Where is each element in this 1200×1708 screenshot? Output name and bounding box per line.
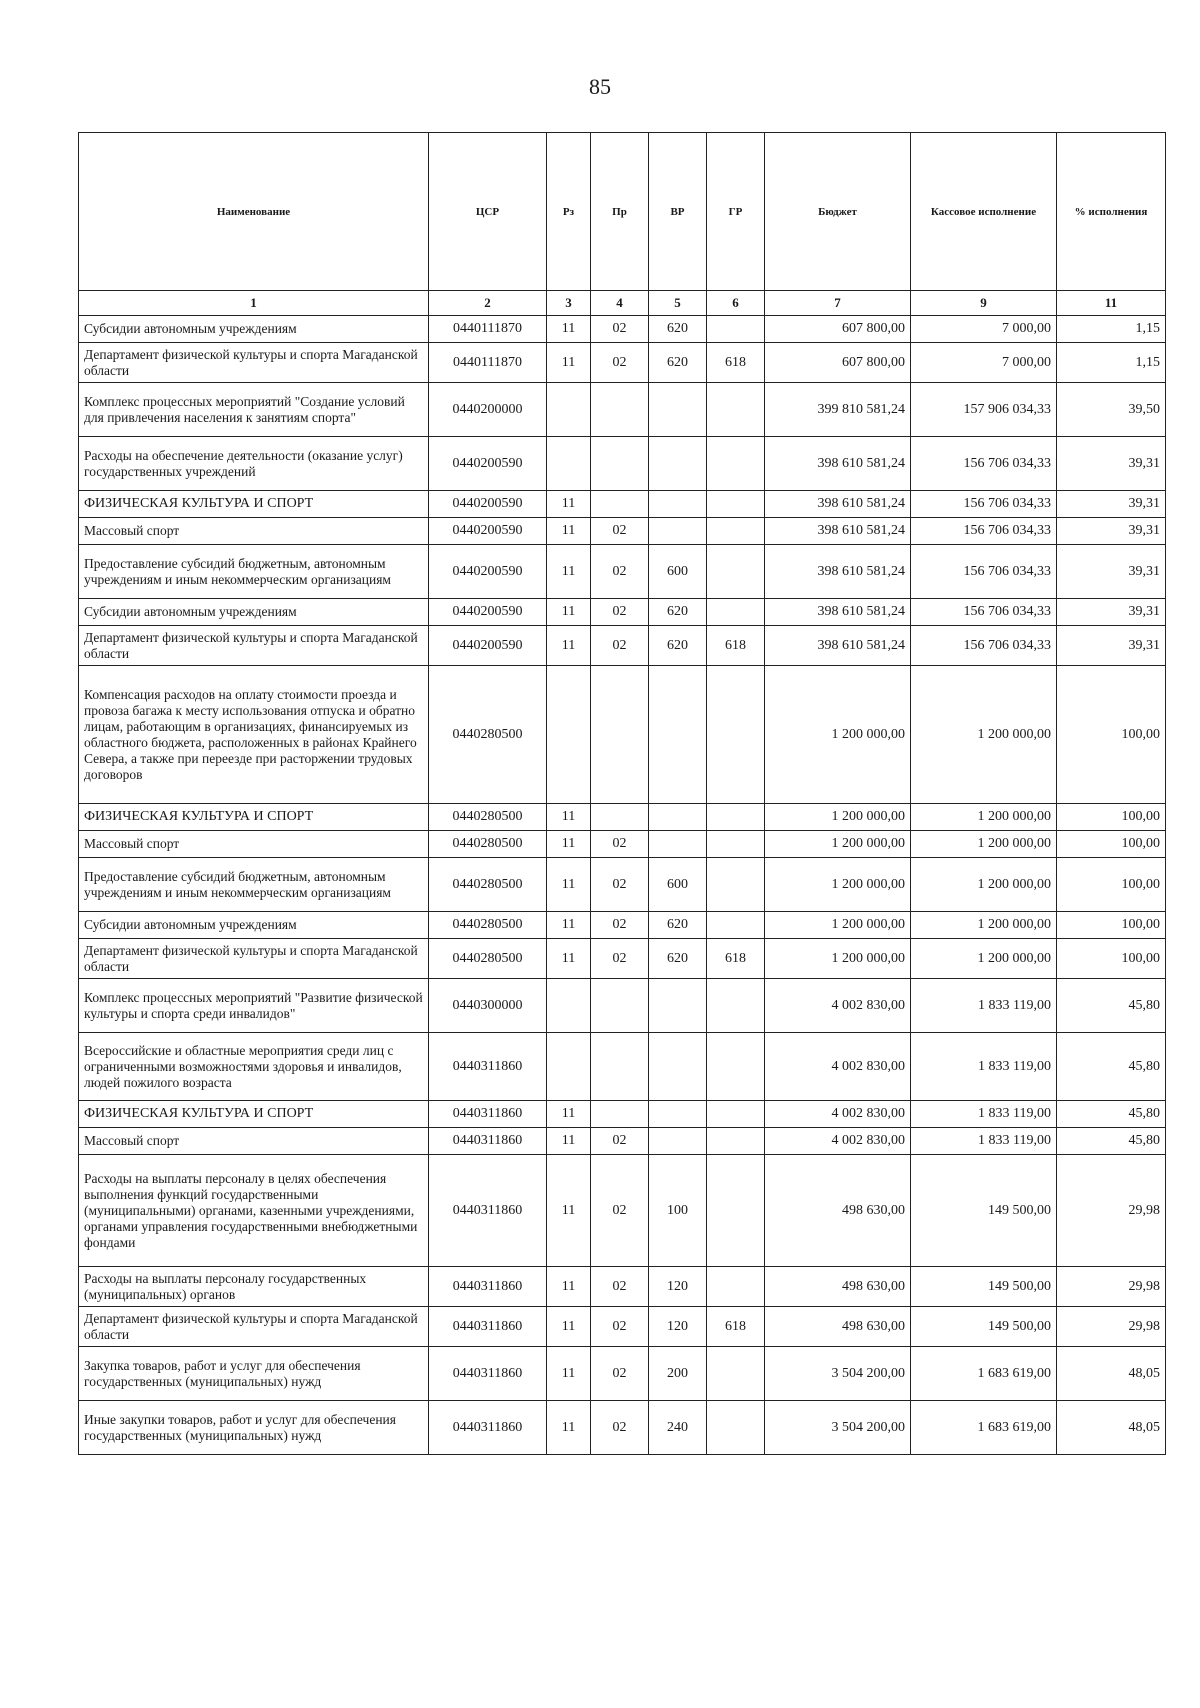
cell-name: Департамент физической культуры и спорта Магаданской области xyxy=(79,1307,429,1347)
table-row xyxy=(79,1267,1166,1307)
cell-vr xyxy=(649,804,707,831)
cell-vr: 600 xyxy=(649,858,707,912)
table-row xyxy=(79,858,1166,912)
table-header-row xyxy=(79,133,1166,291)
cell-rz: 11 xyxy=(547,1155,591,1267)
cell-csr: 0440311860 xyxy=(429,1267,547,1307)
cell-vr: 620 xyxy=(649,912,707,939)
cell-vr xyxy=(649,1033,707,1101)
cell-rz: 11 xyxy=(547,1307,591,1347)
cell-pr xyxy=(591,1101,649,1128)
cell-gr xyxy=(707,383,765,437)
cell-budget: 3 504 200,00 xyxy=(765,1401,911,1455)
cell-budget: 1 200 000,00 xyxy=(765,804,911,831)
cell-rz: 11 xyxy=(547,626,591,666)
cell-csr: 0440200590 xyxy=(429,626,547,666)
cell-name: Департамент физической культуры и спорта Магаданской области xyxy=(79,939,429,979)
cell-budget: 399 810 581,24 xyxy=(765,383,911,437)
cell-name: Субсидии автономным учреждениям xyxy=(79,599,429,626)
cell-budget: 398 610 581,24 xyxy=(765,518,911,545)
cell-csr: 0440311860 xyxy=(429,1033,547,1101)
cell-gr xyxy=(707,545,765,599)
table-row xyxy=(79,316,1166,343)
cell-vr: 620 xyxy=(649,316,707,343)
cell-pr: 02 xyxy=(591,316,649,343)
cell-rz: 11 xyxy=(547,316,591,343)
cell-pr: 02 xyxy=(591,1155,649,1267)
cell-csr: 0440311860 xyxy=(429,1307,547,1347)
header-budget: Бюджет xyxy=(765,133,911,291)
table-row xyxy=(79,831,1166,858)
cell-csr: 0440311860 xyxy=(429,1347,547,1401)
cell-pr: 02 xyxy=(591,1401,649,1455)
table-row xyxy=(79,666,1166,804)
cell-budget: 607 800,00 xyxy=(765,316,911,343)
cell-execution-percent: 39,31 xyxy=(1057,626,1166,666)
cell-pr: 02 xyxy=(591,831,649,858)
table-row xyxy=(79,437,1166,491)
cell-gr xyxy=(707,1033,765,1101)
cell-name: Расходы на выплаты персоналу государственных (муниципальных) органов xyxy=(79,1267,429,1307)
cell-cash-execution: 157 906 034,33 xyxy=(911,383,1057,437)
table-row xyxy=(79,1347,1166,1401)
cell-name: ФИЗИЧЕСКАЯ КУЛЬТУРА И СПОРТ xyxy=(79,491,429,518)
cell-execution-percent: 100,00 xyxy=(1057,666,1166,804)
cell-name: Массовый спорт xyxy=(79,831,429,858)
cell-execution-percent: 48,05 xyxy=(1057,1401,1166,1455)
cell-cash-execution: 156 706 034,33 xyxy=(911,599,1057,626)
cell-gr: 618 xyxy=(707,1307,765,1347)
cell-vr: 120 xyxy=(649,1267,707,1307)
cell-rz: 11 xyxy=(547,491,591,518)
cell-vr xyxy=(649,831,707,858)
cell-csr: 0440311860 xyxy=(429,1101,547,1128)
table-row xyxy=(79,1033,1166,1101)
table-row xyxy=(79,979,1166,1033)
cell-rz: 11 xyxy=(547,518,591,545)
cell-csr: 0440111870 xyxy=(429,316,547,343)
budget-execution-table xyxy=(78,132,1166,1455)
cell-rz: 11 xyxy=(547,858,591,912)
cell-budget: 1 200 000,00 xyxy=(765,939,911,979)
cell-budget: 1 200 000,00 xyxy=(765,666,911,804)
cell-csr: 0440280500 xyxy=(429,858,547,912)
cell-execution-percent: 100,00 xyxy=(1057,831,1166,858)
cell-budget: 4 002 830,00 xyxy=(765,1101,911,1128)
cell-cash-execution: 156 706 034,33 xyxy=(911,545,1057,599)
cell-vr: 620 xyxy=(649,599,707,626)
cell-pr: 02 xyxy=(591,545,649,599)
cell-budget: 607 800,00 xyxy=(765,343,911,383)
cell-name: Всероссийские и областные мероприятия среди лиц с ограниченными возможностями здоровья и инвалидов, людей пожилого возраста xyxy=(79,1033,429,1101)
table-row xyxy=(79,1401,1166,1455)
header-name: Наименование xyxy=(79,133,429,291)
cell-cash-execution: 1 833 119,00 xyxy=(911,1128,1057,1155)
cell-rz: 11 xyxy=(547,1128,591,1155)
cell-execution-percent: 1,15 xyxy=(1057,343,1166,383)
cell-name: ФИЗИЧЕСКАЯ КУЛЬТУРА И СПОРТ xyxy=(79,1101,429,1128)
cell-vr xyxy=(649,437,707,491)
cell-execution-percent: 39,31 xyxy=(1057,437,1166,491)
cell-gr xyxy=(707,1128,765,1155)
cell-pr: 02 xyxy=(591,1347,649,1401)
cell-pr: 02 xyxy=(591,939,649,979)
cell-gr xyxy=(707,666,765,804)
table-row xyxy=(79,1307,1166,1347)
column-number: 11 xyxy=(1057,291,1166,316)
cell-gr xyxy=(707,1101,765,1128)
table-row xyxy=(79,491,1166,518)
cell-vr: 100 xyxy=(649,1155,707,1267)
column-number: 6 xyxy=(707,291,765,316)
cell-gr: 618 xyxy=(707,626,765,666)
cell-rz: 11 xyxy=(547,804,591,831)
cell-gr: 618 xyxy=(707,939,765,979)
cell-pr: 02 xyxy=(591,626,649,666)
cell-gr xyxy=(707,912,765,939)
cell-csr: 0440200590 xyxy=(429,518,547,545)
cell-pr: 02 xyxy=(591,518,649,545)
cell-gr xyxy=(707,1347,765,1401)
cell-cash-execution: 149 500,00 xyxy=(911,1307,1057,1347)
cell-rz xyxy=(547,666,591,804)
header-gr: ГР xyxy=(707,133,765,291)
cell-cash-execution: 1 200 000,00 xyxy=(911,831,1057,858)
cell-csr: 0440111870 xyxy=(429,343,547,383)
cell-csr: 0440311860 xyxy=(429,1128,547,1155)
cell-csr: 0440311860 xyxy=(429,1401,547,1455)
cell-pr xyxy=(591,979,649,1033)
cell-rz: 11 xyxy=(547,545,591,599)
cell-rz xyxy=(547,383,591,437)
cell-cash-execution: 1 683 619,00 xyxy=(911,1401,1057,1455)
cell-gr xyxy=(707,518,765,545)
cell-gr xyxy=(707,1267,765,1307)
cell-cash-execution: 156 706 034,33 xyxy=(911,626,1057,666)
cell-budget: 398 610 581,24 xyxy=(765,437,911,491)
cell-pr: 02 xyxy=(591,912,649,939)
cell-gr: 618 xyxy=(707,343,765,383)
header-rz: Рз xyxy=(547,133,591,291)
cell-gr xyxy=(707,979,765,1033)
column-number: 4 xyxy=(591,291,649,316)
page-number: 85 xyxy=(589,74,611,99)
cell-cash-execution: 1 200 000,00 xyxy=(911,939,1057,979)
cell-budget: 1 200 000,00 xyxy=(765,858,911,912)
cell-gr xyxy=(707,1401,765,1455)
cell-budget: 498 630,00 xyxy=(765,1307,911,1347)
cell-cash-execution: 1 200 000,00 xyxy=(911,666,1057,804)
cell-rz: 11 xyxy=(547,1401,591,1455)
cell-name: Расходы на выплаты персоналу в целях обеспечения выполнения функций государственными (муниципальными) органами, казенными учреждениями, органами управления государственными внебюджетными фондами xyxy=(79,1155,429,1267)
header-vr: ВР xyxy=(649,133,707,291)
cell-budget: 498 630,00 xyxy=(765,1155,911,1267)
cell-csr: 0440200590 xyxy=(429,491,547,518)
cell-pr: 02 xyxy=(591,343,649,383)
cell-budget: 398 610 581,24 xyxy=(765,545,911,599)
cell-name: Расходы на обеспечение деятельности (оказание услуг) государственных учреждений xyxy=(79,437,429,491)
column-numbers-row xyxy=(79,291,1166,316)
cell-rz: 11 xyxy=(547,599,591,626)
header-pr: Пр xyxy=(591,133,649,291)
table-row xyxy=(79,545,1166,599)
cell-execution-percent: 45,80 xyxy=(1057,1101,1166,1128)
cell-budget: 4 002 830,00 xyxy=(765,979,911,1033)
cell-execution-percent: 100,00 xyxy=(1057,939,1166,979)
cell-name: Департамент физической культуры и спорта Магаданской области xyxy=(79,626,429,666)
column-number: 7 xyxy=(765,291,911,316)
cell-cash-execution: 7 000,00 xyxy=(911,343,1057,383)
cell-csr: 0440200590 xyxy=(429,437,547,491)
table-row xyxy=(79,1155,1166,1267)
cell-cash-execution: 156 706 034,33 xyxy=(911,491,1057,518)
cell-gr xyxy=(707,491,765,518)
cell-rz: 11 xyxy=(547,912,591,939)
cell-execution-percent: 48,05 xyxy=(1057,1347,1166,1401)
table-row xyxy=(79,626,1166,666)
cell-execution-percent: 45,80 xyxy=(1057,979,1166,1033)
cell-budget: 498 630,00 xyxy=(765,1267,911,1307)
cell-pr xyxy=(591,804,649,831)
column-number: 9 xyxy=(911,291,1057,316)
cell-cash-execution: 1 833 119,00 xyxy=(911,1033,1057,1101)
cell-rz: 11 xyxy=(547,831,591,858)
cell-execution-percent: 29,98 xyxy=(1057,1307,1166,1347)
table-row xyxy=(79,912,1166,939)
table-row xyxy=(79,518,1166,545)
cell-rz: 11 xyxy=(547,343,591,383)
cell-vr xyxy=(649,383,707,437)
cell-vr: 200 xyxy=(649,1347,707,1401)
cell-rz xyxy=(547,437,591,491)
cell-vr: 600 xyxy=(649,545,707,599)
cell-rz xyxy=(547,979,591,1033)
cell-execution-percent: 100,00 xyxy=(1057,912,1166,939)
cell-csr: 0440280500 xyxy=(429,804,547,831)
cell-gr xyxy=(707,437,765,491)
cell-pr: 02 xyxy=(591,1307,649,1347)
cell-pr xyxy=(591,666,649,804)
cell-rz: 11 xyxy=(547,1267,591,1307)
table-row xyxy=(79,383,1166,437)
cell-cash-execution: 1 833 119,00 xyxy=(911,1101,1057,1128)
cell-gr xyxy=(707,831,765,858)
cell-cash-execution: 1 833 119,00 xyxy=(911,979,1057,1033)
cell-cash-execution: 149 500,00 xyxy=(911,1155,1057,1267)
cell-cash-execution: 149 500,00 xyxy=(911,1267,1057,1307)
column-number: 3 xyxy=(547,291,591,316)
cell-name: Компенсация расходов на оплату стоимости проезда и провоза багажа к месту использования отпуска и обратно лицам, работающим в организациях, финансируемых из областного бюджета, расположенных в районах Крайнего Севера, а также при переезде при расторжении трудовых договоров xyxy=(79,666,429,804)
cell-pr: 02 xyxy=(591,858,649,912)
cell-cash-execution: 1 200 000,00 xyxy=(911,804,1057,831)
header-cash-execution: Кассовое исполнение xyxy=(911,133,1057,291)
cell-vr xyxy=(649,518,707,545)
cell-execution-percent: 45,80 xyxy=(1057,1033,1166,1101)
cell-name: Комплекс процессных мероприятий "Развитие физической культуры и спорта среди инвалидов" xyxy=(79,979,429,1033)
cell-rz xyxy=(547,1033,591,1101)
cell-pr xyxy=(591,383,649,437)
cell-vr xyxy=(649,1101,707,1128)
cell-execution-percent: 29,98 xyxy=(1057,1155,1166,1267)
cell-budget: 398 610 581,24 xyxy=(765,626,911,666)
cell-budget: 4 002 830,00 xyxy=(765,1033,911,1101)
cell-pr: 02 xyxy=(591,599,649,626)
cell-csr: 0440200000 xyxy=(429,383,547,437)
cell-csr: 0440300000 xyxy=(429,979,547,1033)
cell-csr: 0440200590 xyxy=(429,545,547,599)
cell-name: Массовый спорт xyxy=(79,518,429,545)
column-number: 2 xyxy=(429,291,547,316)
cell-vr xyxy=(649,491,707,518)
cell-csr: 0440280500 xyxy=(429,666,547,804)
cell-vr: 620 xyxy=(649,343,707,383)
cell-pr xyxy=(591,437,649,491)
cell-budget: 4 002 830,00 xyxy=(765,1128,911,1155)
table-row xyxy=(79,599,1166,626)
cell-vr xyxy=(649,666,707,804)
header-execution-percent: % исполнения xyxy=(1057,133,1166,291)
cell-name: Предоставление субсидий бюджетным, автономным учреждениям и иным некоммерческим организациям xyxy=(79,545,429,599)
table-row xyxy=(79,343,1166,383)
table-row xyxy=(79,1128,1166,1155)
column-number: 1 xyxy=(79,291,429,316)
cell-cash-execution: 1 683 619,00 xyxy=(911,1347,1057,1401)
cell-execution-percent: 39,31 xyxy=(1057,491,1166,518)
cell-cash-execution: 7 000,00 xyxy=(911,316,1057,343)
cell-gr xyxy=(707,316,765,343)
cell-cash-execution: 1 200 000,00 xyxy=(911,858,1057,912)
cell-cash-execution: 156 706 034,33 xyxy=(911,518,1057,545)
cell-execution-percent: 39,31 xyxy=(1057,599,1166,626)
cell-name: Комплекс процессных мероприятий "Создание условий для привлечения населения к занятиям спорта" xyxy=(79,383,429,437)
table-row xyxy=(79,939,1166,979)
cell-cash-execution: 156 706 034,33 xyxy=(911,437,1057,491)
cell-execution-percent: 100,00 xyxy=(1057,858,1166,912)
cell-execution-percent: 39,31 xyxy=(1057,545,1166,599)
cell-budget: 398 610 581,24 xyxy=(765,491,911,518)
cell-csr: 0440200590 xyxy=(429,599,547,626)
cell-name: Предоставление субсидий бюджетным, автономным учреждениям и иным некоммерческим организациям xyxy=(79,858,429,912)
cell-csr: 0440280500 xyxy=(429,939,547,979)
cell-vr xyxy=(649,1128,707,1155)
cell-pr xyxy=(591,491,649,518)
cell-execution-percent: 39,31 xyxy=(1057,518,1166,545)
cell-name: Закупка товаров, работ и услуг для обеспечения государственных (муниципальных) нужд xyxy=(79,1347,429,1401)
cell-execution-percent: 45,80 xyxy=(1057,1128,1166,1155)
cell-name: Иные закупки товаров, работ и услуг для обеспечения государственных (муниципальных) нужд xyxy=(79,1401,429,1455)
cell-cash-execution: 1 200 000,00 xyxy=(911,912,1057,939)
cell-budget: 3 504 200,00 xyxy=(765,1347,911,1401)
cell-vr: 620 xyxy=(649,626,707,666)
header-csr: ЦСР xyxy=(429,133,547,291)
cell-execution-percent: 100,00 xyxy=(1057,804,1166,831)
cell-gr xyxy=(707,599,765,626)
cell-gr xyxy=(707,858,765,912)
cell-pr xyxy=(591,1033,649,1101)
cell-execution-percent: 39,50 xyxy=(1057,383,1166,437)
cell-name: Субсидии автономным учреждениям xyxy=(79,912,429,939)
cell-budget: 1 200 000,00 xyxy=(765,831,911,858)
table-row xyxy=(79,1101,1166,1128)
table-row xyxy=(79,804,1166,831)
cell-rz: 11 xyxy=(547,1347,591,1401)
cell-csr: 0440280500 xyxy=(429,831,547,858)
cell-pr: 02 xyxy=(591,1267,649,1307)
cell-csr: 0440280500 xyxy=(429,912,547,939)
cell-vr: 240 xyxy=(649,1401,707,1455)
cell-vr xyxy=(649,979,707,1033)
cell-pr: 02 xyxy=(591,1128,649,1155)
cell-budget: 1 200 000,00 xyxy=(765,912,911,939)
cell-execution-percent: 29,98 xyxy=(1057,1267,1166,1307)
cell-execution-percent: 1,15 xyxy=(1057,316,1166,343)
cell-budget: 398 610 581,24 xyxy=(765,599,911,626)
cell-name: Массовый спорт xyxy=(79,1128,429,1155)
cell-rz: 11 xyxy=(547,939,591,979)
cell-name: Департамент физической культуры и спорта Магаданской области xyxy=(79,343,429,383)
cell-csr: 0440311860 xyxy=(429,1155,547,1267)
cell-gr xyxy=(707,804,765,831)
cell-vr: 120 xyxy=(649,1307,707,1347)
cell-rz: 11 xyxy=(547,1101,591,1128)
cell-vr: 620 xyxy=(649,939,707,979)
cell-name: ФИЗИЧЕСКАЯ КУЛЬТУРА И СПОРТ xyxy=(79,804,429,831)
cell-name: Субсидии автономным учреждениям xyxy=(79,316,429,343)
cell-gr xyxy=(707,1155,765,1267)
column-number: 5 xyxy=(649,291,707,316)
